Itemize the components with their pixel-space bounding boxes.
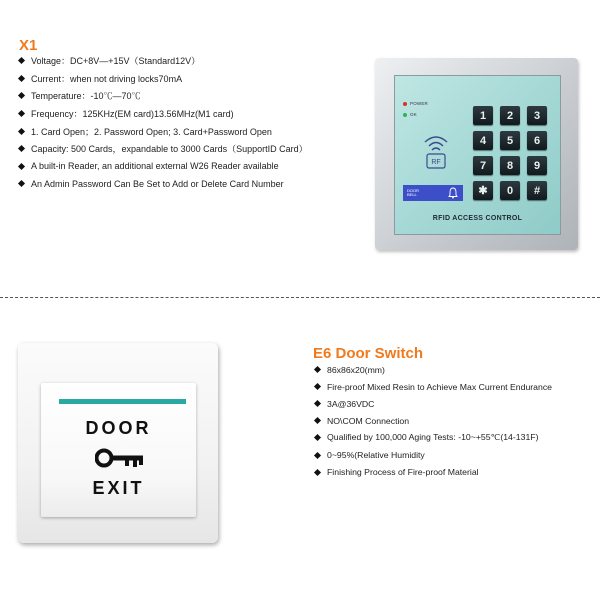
diamond-bullet-icon (314, 451, 321, 458)
section-divider (0, 297, 600, 298)
x1-spec-list (19, 52, 308, 193)
doorbell-panel (403, 185, 463, 201)
spec-item (315, 361, 552, 378)
key-4: 4 (473, 131, 493, 150)
spec-text: NO\COM Connection (327, 415, 410, 426)
spec-item (315, 429, 552, 446)
ok-led-icon (403, 113, 407, 117)
key-star: ✱ (473, 181, 493, 200)
key-3: 3 (527, 106, 547, 125)
keypad-grid (473, 106, 547, 200)
spec-text: 0~95%(Relative Humidity (327, 450, 425, 461)
spec-item (19, 140, 308, 158)
e6-title: E6 Door Switch (313, 345, 424, 362)
diamond-bullet-icon (314, 417, 321, 424)
spec-text: Finishing Process of Fire-proof Material (327, 467, 479, 478)
indicator-strip (59, 399, 186, 404)
doorbell-label: DOOR BELL (407, 187, 419, 197)
x1-title: X1 (19, 37, 38, 54)
exit-switch-device (18, 343, 218, 543)
spec-item (315, 378, 552, 395)
diamond-bullet-icon (314, 366, 321, 373)
diamond-bullet-icon (18, 75, 25, 82)
exit-button (41, 383, 196, 517)
key-7: 7 (473, 156, 493, 175)
spec-item (19, 105, 308, 123)
spec-text: Fire-proof Mixed Resin to Achieve Max Current Endurance (327, 381, 553, 392)
key-6: 6 (527, 131, 547, 150)
diamond-bullet-icon (18, 110, 25, 117)
spec-item (19, 52, 308, 70)
spec-text: Frequency：125KHz(EM card)13.56MHz(M1 card) (31, 109, 234, 120)
power-led-icon (403, 102, 407, 106)
spec-text: Qualified by 100,000 Aging Tests: -10~+55℃(14-131F) (327, 432, 539, 443)
power-indicator (403, 101, 428, 106)
diamond-bullet-icon (18, 145, 25, 152)
spec-text: Temperature：-10℃—70℃ (31, 91, 141, 102)
ok-led-label: OK (410, 112, 417, 117)
diamond-bullet-icon (18, 92, 25, 99)
bell-icon (447, 187, 459, 199)
spec-item (19, 122, 308, 140)
key-5: 5 (500, 131, 520, 150)
spec-text: Capacity: 500 Cards，expandable to 3000 Cards（SupportID Card） (31, 144, 308, 155)
spec-text: Voltage：DC+8V—+15V（Standard12V） (31, 56, 201, 67)
spec-item (315, 446, 552, 463)
spec-text: 1. Card Open；2. Password Open; 3. Card+Password Open (31, 126, 272, 137)
door-label: DOOR (85, 418, 152, 438)
spec-item (19, 70, 308, 88)
panel-label: RFID ACCESS CONTROL (432, 215, 523, 222)
key-9: 9 (527, 156, 547, 175)
diamond-bullet-icon (18, 128, 25, 135)
diamond-bullet-icon (18, 57, 25, 64)
rf-label: RF (431, 159, 441, 166)
spec-text: Current：when not driving locks70mA (31, 73, 183, 84)
ok-indicator (403, 112, 417, 117)
spec-item (315, 464, 552, 481)
diamond-bullet-icon (314, 400, 321, 407)
diamond-bullet-icon (314, 434, 321, 441)
spec-item (19, 158, 308, 176)
rfid-wave-icon (421, 132, 451, 172)
key-1: 1 (473, 106, 493, 125)
spec-item (19, 175, 308, 193)
spec-item (19, 87, 308, 105)
spec-text: An Admin Password Can Be Set to Add or Delete Card Number (31, 178, 284, 189)
e6-spec-list (315, 361, 552, 481)
spec-item (315, 395, 552, 412)
power-led-label: POWER (410, 101, 429, 106)
key-0: 0 (500, 181, 520, 200)
key-icon (95, 447, 145, 469)
key-hash: # (527, 181, 547, 200)
spec-text: 86x86x20(mm) (327, 364, 385, 375)
diamond-bullet-icon (314, 383, 321, 390)
keypad-face (394, 75, 561, 235)
diamond-bullet-icon (18, 163, 25, 170)
rfid-keypad-device (375, 58, 578, 250)
spec-text: A built-in Reader, an additional external W26 Reader available (31, 161, 279, 172)
diamond-bullet-icon (314, 469, 321, 476)
exit-label: EXIT (92, 478, 145, 498)
spec-item (315, 412, 552, 429)
spec-text: 3A@36VDC (327, 398, 375, 409)
key-8: 8 (500, 156, 520, 175)
key-2: 2 (500, 106, 520, 125)
diamond-bullet-icon (18, 180, 25, 187)
